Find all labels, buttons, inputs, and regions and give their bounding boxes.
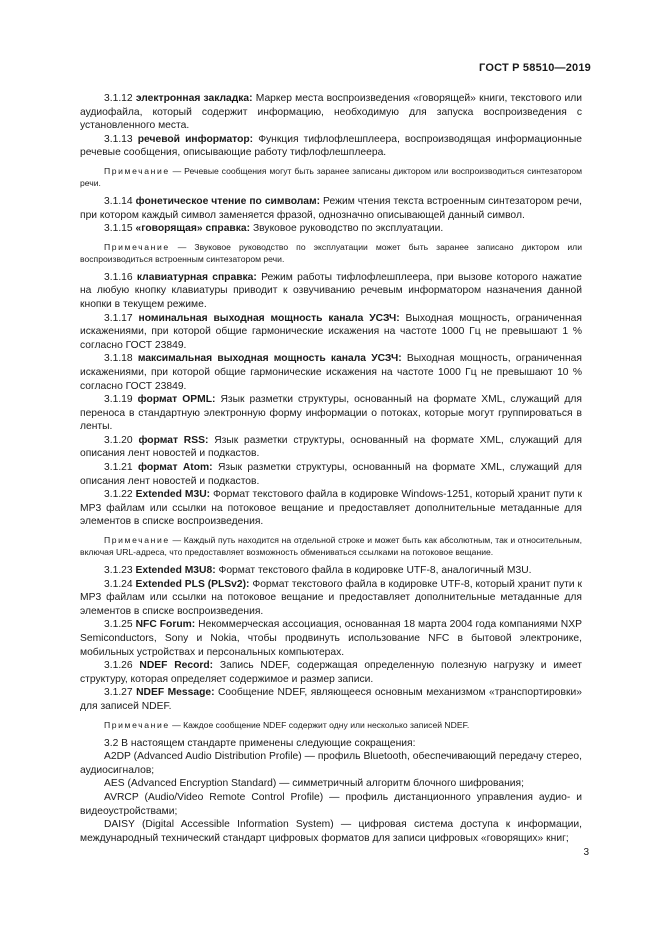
abbreviation-item: AVRCP (Audio/Video Remote Control Profile) — профиль дистанционного управления аудио- и видеоустройствами; [80,791,582,817]
term-number: 3.1.13 [104,133,133,145]
term-text: Формат текстового файла в кодировке UTF-8, который хранит пути к MP3 файлам или ссылки на потоковое вещание и предоставляет дополнительные метаданные для элементов в списке воспроизведения. [80,578,582,617]
term-text: Формат текстового файла в кодировке UTF-8, аналогичный M3U. [218,565,532,577]
term-text: Выходная мощность, ограниченная искажениями, при которой общие гармонические искажения на частоте 1000 Гц не превышают 10 % согласно ГОСТ 23849. [80,353,582,392]
term-name: NDEF Message: [136,687,215,699]
note [80,719,582,731]
term-number: 3.1.24 [104,578,133,590]
section-intro: 3.2 В настоящем стандарте применены следующие сокращения: [104,737,416,749]
term-name: Extended M3U: [135,489,211,501]
term-definition [80,393,582,434]
term-name: фонетическое чтение по символам: [135,195,321,207]
term-number: 3.1.20 [104,434,133,446]
page-number: 3 [583,847,589,858]
term-name: клавиатурная справка: [136,271,257,283]
term-text: Формат текстового файла в кодировке Windows-1251, который хранит пути к MP3 файлам или ссылки на потоковое вещание и предоставляет дополнительные метаданные для элементов в списке воспроизведения. [80,489,582,528]
document-body [80,92,582,845]
term-text: Язык разметки структуры, основанный на формате XML, служащий для переноса в стандартную электронную форму информации о потоках, которые могут группироваться в ленты. [80,394,582,433]
term-name: номинальная выходная мощность канала УСЗЧ: [138,312,400,324]
term-name: формат OPML: [137,394,216,406]
term-definition [80,312,582,353]
term-text: Режим чтения текста встроенным синтезатором речи, при котором каждый символ заменяется фразой, однозначно описывающей данный символ. [80,195,582,221]
term-text: Сообщение NDEF, являющееся основным механизмом «транспортировки» для записей NDEF. [80,687,582,712]
term-number: 3.1.27 [104,687,133,699]
standard-header: ГОСТ Р 58510—2019 [479,62,591,74]
term-definition [80,434,582,461]
term-number: 3.1.16 [104,271,133,283]
note [80,165,582,189]
term-text: Некоммерческая ассоциация, основанная 18 марта 2004 года компаниями NXP Semiconductors, Sony и Nokia, чтобы продвинуть использование NFC в бытовой электронике, мобильных устройствах и персональных компьютерах. [80,619,583,658]
note-label: Примечание [104,241,170,252]
term-text: Режим работы тифлофлешплеера, при вызове которого нажатие на любую кнопку клавиатуры приводит к озвучиванию речевым информатором назначения данной кнопки в текущем режиме. [80,271,582,310]
term-definition [80,133,582,160]
note-text: — Речевые сообщения могут быть заранее записаны диктором или воспроизводиться синтезатором речи. [80,165,583,188]
term-name: формат RSS: [138,434,209,446]
abbreviation-item: AES (Advanced Encryption Standard) — симметричный алгоритм блочного шифрования; [104,778,524,790]
term-name: Extended PLS (PLSv2): [135,578,250,590]
term-text: Звуковое руководство по эксплуатации. [252,223,444,235]
term-text: Выходная мощность, ограниченная искажениями, при которой общие гармонические искажения на частоте 1000 Гц не превышают 1 % согласно ГОСТ 23849. [80,312,582,351]
term-definition [80,92,582,133]
term-text: Функция тифлофлешплеера, воспроизводящая информационные речевые сообщения, описывающие работу тифлофлешплеера. [80,133,582,159]
note [80,241,582,265]
term-name: Extended M3U8: [135,565,216,577]
term-text: Язык разметки структуры, основанный на формате XML, служащий для описания лент новостей и подкастов. [80,434,582,460]
term-definition [80,222,582,236]
term-text: Маркер места воспроизведения «говорящей» книги, текстового или аудиофайла, который содержит информацию, необходимую для запуска воспроизведения с установленного места. [80,93,582,132]
term-text: Запись NDEF, содержащая определенную полезную нагрузку и имеет структуру, которая определяет содержимое и размер записи. [80,660,582,685]
term-number: 3.1.15 [104,223,133,235]
note-text: — Каждое сообщение NDEF содержит одну или несколько записей NDEF. [172,719,470,730]
term-definition [80,352,582,393]
abbreviation-item: DAISY (Digital Accessible Information System) — цифровая система доступа к информации, международный технический стандарт цифровых форматов для записи цифровых «говорящих» книг; [80,819,582,844]
term-name: максимальная выходная мощность канала УСЗЧ: [137,353,402,365]
term-number: 3.1.19 [104,394,133,406]
note-label: Примечание [104,719,170,730]
term-name: NFC Forum: [135,619,196,631]
term-definition [80,578,582,619]
term-number: 3.1.21 [104,462,133,474]
term-text: Язык разметки структуры, основанный на формате XML, служащий для описания лент новостей и подкастов. [80,462,582,487]
term-name: «говорящая» справка: [135,223,251,235]
term-name: речевой информатор: [137,133,254,145]
term-definition [80,271,582,312]
note [80,534,582,558]
term-number: 3.1.14 [104,195,133,207]
note-label: Примечание [104,535,170,546]
term-definition [80,461,582,488]
term-definition [80,488,582,529]
term-number: 3.1.25 [104,619,133,631]
term-definition [80,686,582,713]
term-definition [80,564,582,578]
note-label: Примечание [104,165,170,176]
term-number: 3.1.26 [104,660,133,672]
term-name: формат Atom: [137,462,213,474]
term-name: NDEF Record: [139,660,214,672]
term-number: 3.1.23 [104,565,133,577]
term-definition [80,195,582,222]
term-number: 3.1.17 [104,312,133,324]
note-text: — Звуковое руководство по эксплуатации может быть заранее записано диктором или воспроизводиться встроенным синтезатором речи. [80,241,582,264]
term-definition [80,659,582,686]
abbreviation-item: A2DP (Advanced Audio Distribution Profile) — профиль Bluetooth, обеспечивающий передачу стерео, аудиосигналов; [80,751,582,776]
note-text: — Каждый путь находится на отдельной строке и может быть как абсолютным, так и относительным, включая URL-адреса, что предоставляет возможность обмениваться ссылками на потоковое вещание. [80,535,583,558]
term-definition [80,618,582,659]
term-number: 3.1.22 [104,489,133,501]
term-name: электронная закладка: [135,93,253,104]
term-number: 3.1.12 [104,93,133,104]
term-number: 3.1.18 [104,353,133,365]
